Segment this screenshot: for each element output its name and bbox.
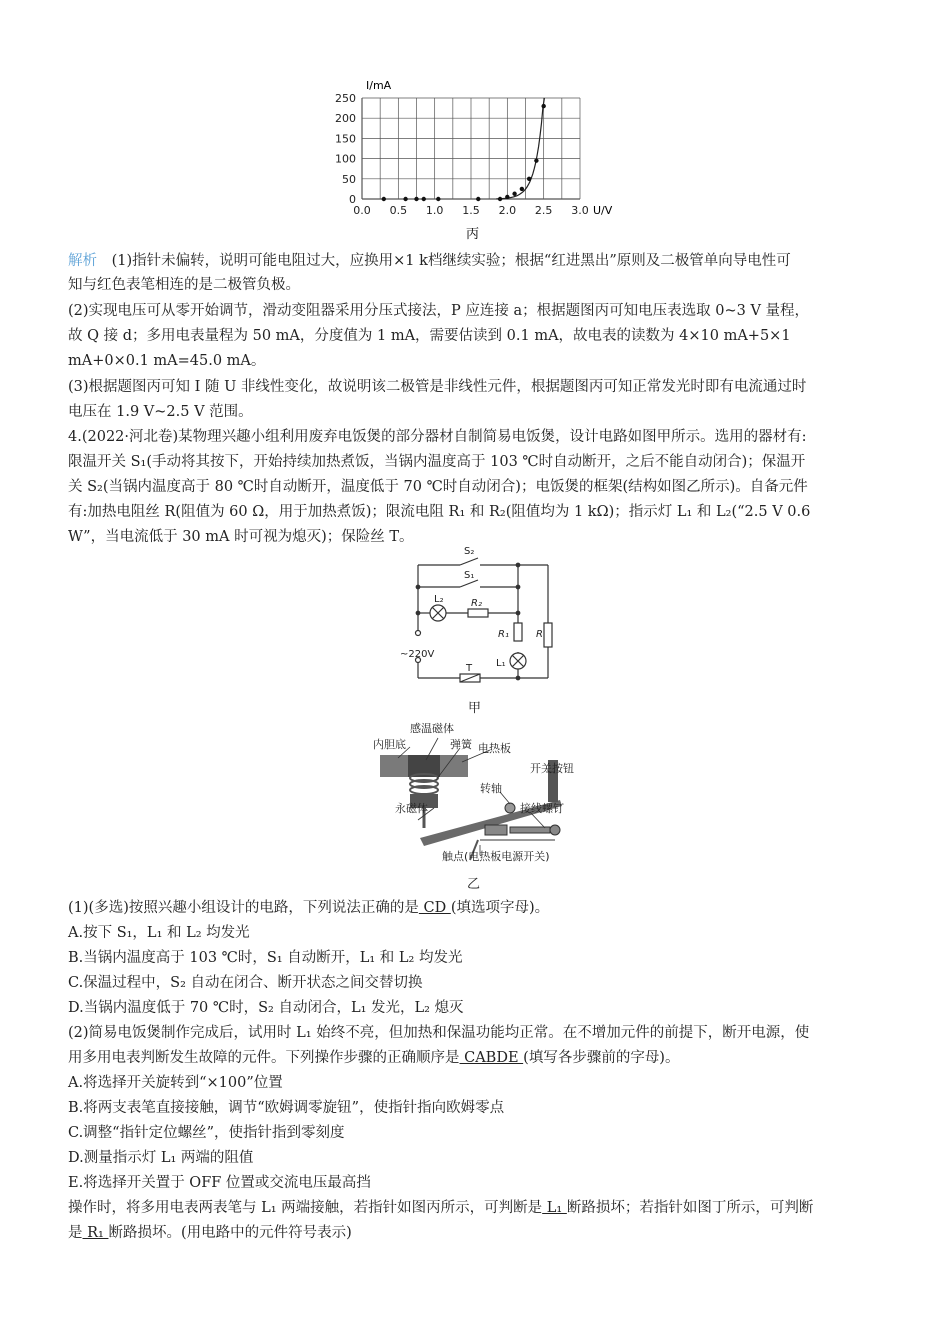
label-r2: R₂ <box>471 598 482 609</box>
data-point <box>436 197 440 201</box>
part2-line-1: (2)简易电饭煲制作完成后，试用时 L₁ 始终不亮，但加热和保温功能均正常。在不增加元件的前提下，断开电源，使 <box>68 1025 810 1041</box>
switch-s2 <box>460 558 478 565</box>
part2-operation-end: 是 R₁ 断路损坏。(用电路中的元件符号表示) <box>68 1225 352 1241</box>
junction-dot <box>516 676 520 680</box>
part1-option-a: A.按下 S₁，L₁ 和 L₂ 均发光 <box>68 925 250 941</box>
data-point <box>498 197 502 201</box>
resistor-r-symbol <box>544 623 552 647</box>
data-point <box>476 197 480 201</box>
data-point <box>527 177 531 181</box>
label-contact: 触点(电热板电源开关) <box>442 850 550 863</box>
y-tick-label: 150 <box>335 132 356 146</box>
analysis-line-6: (3)根据题图丙可知 I 随 U 非线性变化，故说明该二极管是非线性元件，根据题图丙可知正常发光时即有电流通过时 <box>68 379 807 395</box>
data-point <box>534 158 538 162</box>
data-point <box>541 104 545 108</box>
part1-stem: (1)(多选)按照兴趣小组设计的电路，下列说法正确的是 CD (填选项字母)。 <box>68 900 550 916</box>
circuit-caption: 甲 <box>468 701 482 716</box>
part2-step-d: D.测量指示灯 L₁ 两端的阻值 <box>68 1150 254 1166</box>
source-terminal-top <box>416 631 421 636</box>
data-point <box>403 197 407 201</box>
analysis-line-3: (2)实现电压可从零开始调节，滑动变阻器采用分压式接法，P 应连接 a；根据题图丙可知电压表选取 0~3 V 量程， <box>68 303 810 319</box>
label-permanent-magnet: 永磁体 <box>395 802 428 815</box>
cooker-structure-diagram <box>370 720 590 895</box>
y-tick-label: 50 <box>342 172 356 186</box>
analysis-line-5: mA+0×0.1 mA=45.0 mA。 <box>68 353 266 369</box>
x-tick-label: 3.0 <box>571 204 589 217</box>
label-s2: S₂ <box>464 546 475 557</box>
label-s1: S₁ <box>464 570 475 581</box>
junction-dot <box>516 563 520 567</box>
part1-option-d: D.当锅内温度低于 70 ℃时，S₂ 自动闭合，L₁ 发光，L₂ 熄灭 <box>68 1000 464 1016</box>
label-r1: R₁ <box>498 629 509 640</box>
part2-line-2: 用多用电表判断发生故障的元件。下列操作步骤的正确顺序是 CABDE (填写各步骤前的字母)。 <box>68 1050 680 1066</box>
circuit-diagram <box>400 545 570 720</box>
contact-assembly <box>480 825 560 840</box>
y-tick-label: 200 <box>335 112 356 126</box>
q4-line-3: 关 S₂(当锅内温度高于 80 ℃时自动断开，温度低于 70 ℃时自动闭合)；电饭煲的框架(结构如图乙所示)。自备元件 <box>68 479 808 495</box>
part2-step-c: C.调整“指针定位螺丝”，使指针指到零刻度 <box>68 1125 345 1141</box>
iu-graph <box>320 78 630 243</box>
x-tick-label: 1.5 <box>462 204 480 217</box>
label-t: T <box>466 663 473 674</box>
resistor-r2-symbol <box>468 609 488 617</box>
analysis-line-2: 知与红色表笔相连的是二极管负极。 <box>68 277 300 293</box>
junction-dot <box>416 585 420 589</box>
graph-xlabel: U/V <box>593 204 613 217</box>
label-l2: L₂ <box>434 594 444 605</box>
x-tick-label: 0.5 <box>389 204 408 217</box>
x-tick-label: 2.0 <box>498 204 517 217</box>
x-tick-label: 1.0 <box>425 204 444 217</box>
y-tick-label: 0 <box>349 193 356 206</box>
label-inner-base: 内胆底 <box>373 738 406 751</box>
label-screw: 接线螺钉 <box>520 802 564 815</box>
y-tick-label: 100 <box>335 152 356 166</box>
analysis-text: (1)指针未偏转，说明可能电阻过大，应换用×1 k档继续实验；根据“红进黑出”原则及二极管单向导电性可 <box>111 253 791 269</box>
resistor-r1-symbol <box>514 623 522 641</box>
q4-line-2: 限温开关 S₁(手动将其按下，开始持续加热煮饭，当锅内温度高于 103 ℃时自动断开，之后不能自动闭合)；保温开 <box>68 454 806 470</box>
part2-step-b: B.将两支表笔直接接触，调节“欧姆调零旋钮”，使指针指向欧姆零点 <box>68 1100 505 1116</box>
label-switch-button: 开关按钮 <box>530 762 574 775</box>
analysis-line-7: 电压在 1.9 V~2.5 V 范围。 <box>68 404 253 420</box>
part1-answer: CD <box>418 900 451 916</box>
part2-operation: 操作时，将多用电表两表笔与 L₁ 两端接触，若指针如图丙所示，可判断是 L₁ 断路损坏；若指针如图丁所示，可判断 <box>68 1200 814 1216</box>
pivot-axle <box>505 803 515 813</box>
switch-s1 <box>460 580 478 587</box>
part1-option-b: B.当锅内温度高于 103 ℃时，S₁ 自动断开，L₁ 和 L₂ 均发光 <box>68 950 463 966</box>
label-spring: 弹簧 <box>450 738 472 751</box>
data-point <box>505 195 509 199</box>
part1-option-c: C.保温过程中，S₂ 自动在闭合、断开状态之间交替切换 <box>68 975 423 991</box>
label-sensor-magnet: 感温磁体 <box>410 722 454 735</box>
label-r: R <box>536 629 543 640</box>
q4-line-4: 有:加热电阻丝 R(阻值为 60 Ω，用于加热煮饭)；限流电阻 R₁ 和 R₂(阻值均为 1 kΩ)；指示灯 L₁ 和 L₂(“2.5 V 0.6 <box>68 504 811 520</box>
data-point <box>520 187 524 191</box>
structure-caption: 乙 <box>467 877 481 892</box>
part2-answer-r1: R₁ <box>82 1225 109 1241</box>
junction-dot <box>416 611 420 615</box>
analysis-line-1 <box>68 251 888 271</box>
graph-ticks <box>335 92 589 217</box>
label-axle: 转轴 <box>480 782 502 795</box>
q4-line-5: W”，当电流低于 30 mA 时可视为熄灭)；保险丝 T。 <box>68 529 414 545</box>
part2-answer-l1: L₁ <box>542 1200 567 1216</box>
label-l1: L₁ <box>496 658 506 669</box>
analysis-line-4: 故 Q 接 d；多用电表量程为 50 mA，分度值为 1 mA，需要估读到 0.1 mA，故电表的读数为 4×10 mA+5×1 <box>68 328 791 344</box>
graph-grid <box>362 98 580 199</box>
label-source: ~220V <box>400 649 435 660</box>
data-point <box>414 197 418 201</box>
part2-step-e: E.将选择开关置于 OFF 位置或交流电压最高挡 <box>68 1175 371 1191</box>
y-tick-label: 250 <box>335 92 356 105</box>
x-tick-label: 2.5 <box>534 204 553 217</box>
fit-curve <box>496 98 544 199</box>
graph-caption: 丙 <box>466 227 480 242</box>
part2-answer: CABDE <box>459 1050 524 1066</box>
graph-points <box>382 98 546 201</box>
data-point <box>512 192 516 196</box>
label-heating-plate: 电热板 <box>478 742 511 755</box>
q4-line-1: 4.(2022·河北卷)某物理兴趣小组利用废弃电饭煲的部分器材自制简易电饭煲，设计电路如图甲所示。选用的器材有: <box>68 429 807 445</box>
data-point <box>382 197 386 201</box>
x-tick-label: 0.0 <box>353 204 371 217</box>
part2-step-a: A.将选择开关旋转到“×100”位置 <box>68 1075 283 1091</box>
data-point <box>422 197 426 201</box>
analysis-label: 解析 <box>68 253 97 269</box>
junction-dot <box>516 585 520 589</box>
graph-ylabel: I/mA <box>366 79 392 92</box>
junction-dot <box>516 611 520 615</box>
